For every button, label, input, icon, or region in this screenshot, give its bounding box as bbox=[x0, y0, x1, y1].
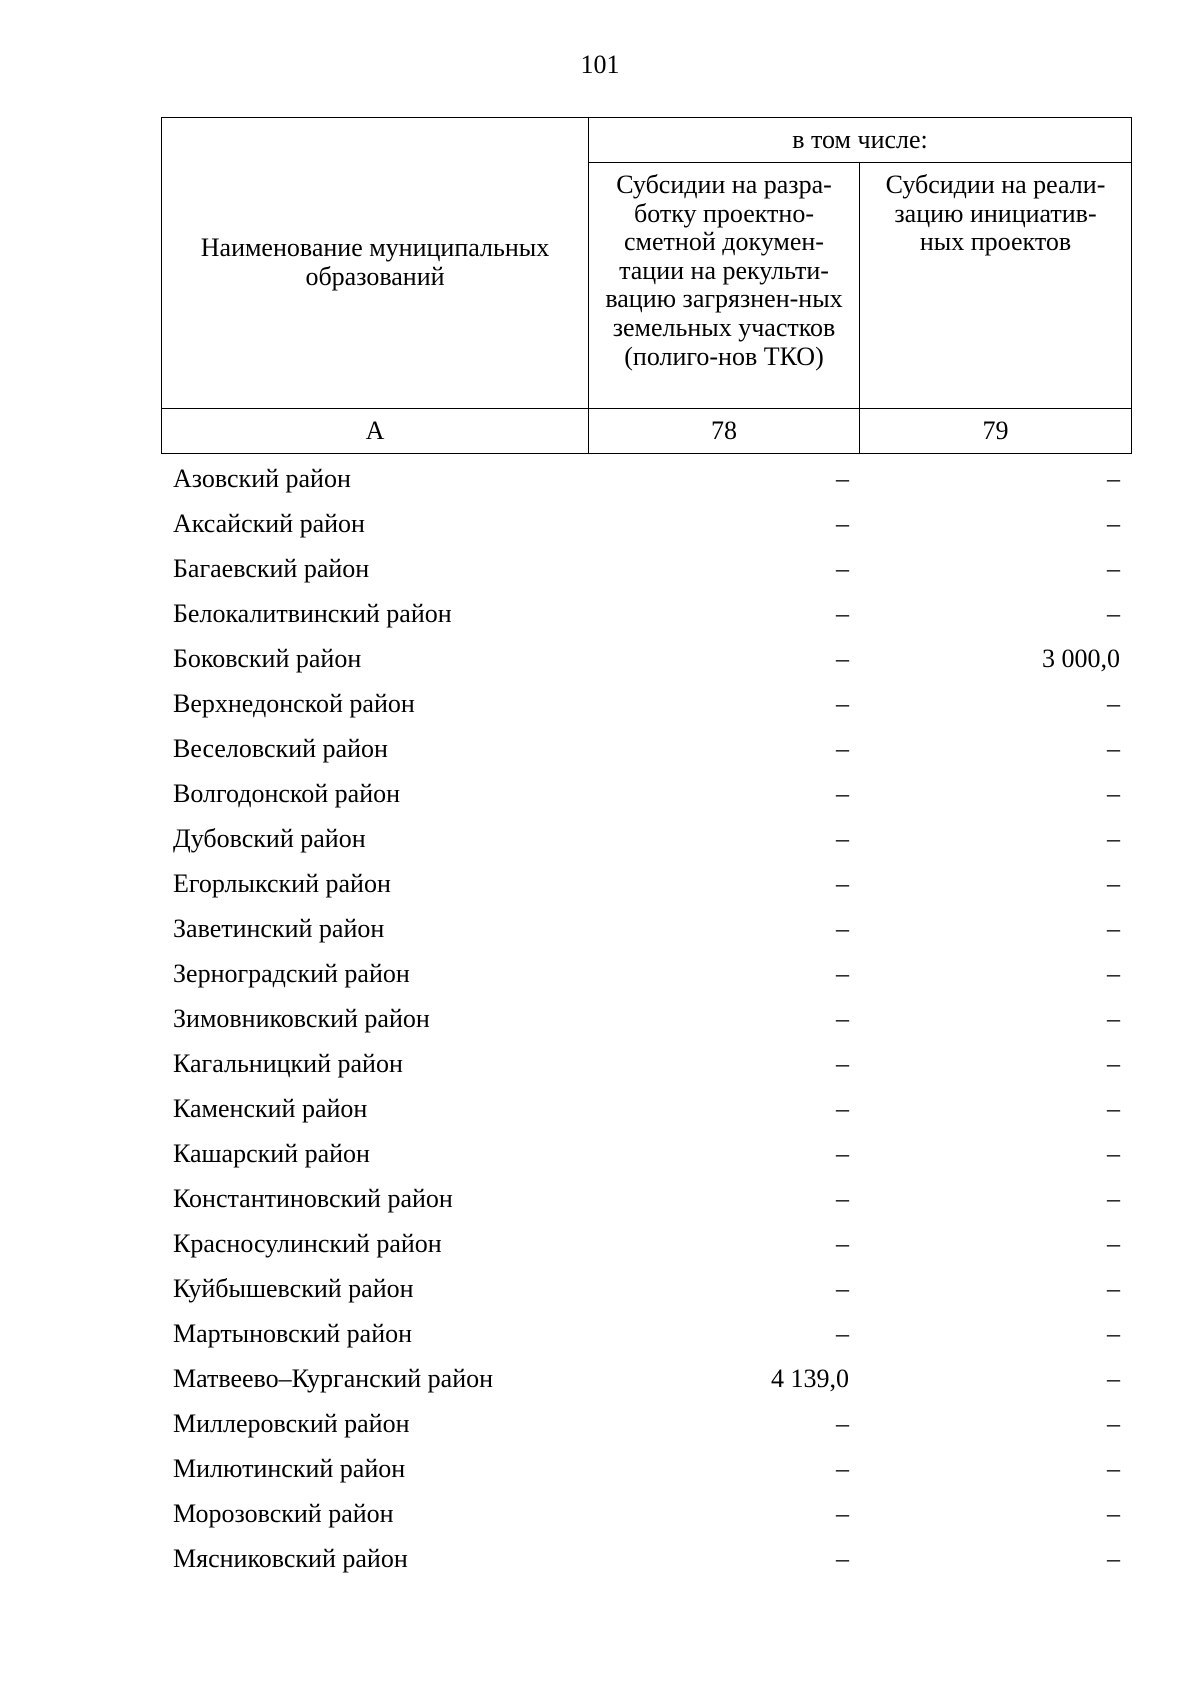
header-col-78 bbox=[589, 163, 860, 409]
value-col-79: – bbox=[1107, 1364, 1120, 1393]
header-num-79: 79 bbox=[860, 409, 1132, 454]
value-col-78: – bbox=[836, 599, 849, 628]
value-col-79: 3 000,0 bbox=[1042, 644, 1120, 673]
value-col-79: – bbox=[1107, 1229, 1120, 1258]
header-col-79-label: Субсидии на реали-зацию инициатив-ных проектов bbox=[885, 170, 1106, 257]
municipality-name: Кагальницкий район bbox=[173, 1049, 403, 1078]
municipality-name: Багаевский район bbox=[173, 554, 370, 583]
value-col-79: – bbox=[1107, 824, 1120, 853]
value-col-79: – bbox=[1107, 689, 1120, 718]
value-col-78: – bbox=[836, 1004, 849, 1033]
table-body bbox=[161, 458, 1131, 1583]
value-col-78: – bbox=[836, 1184, 849, 1213]
value-col-79: – bbox=[1107, 1319, 1120, 1348]
value-col-79: – bbox=[1107, 914, 1120, 943]
table-row bbox=[161, 1223, 1131, 1268]
value-col-78: – bbox=[836, 644, 849, 673]
value-col-78: – bbox=[836, 1094, 849, 1123]
value-col-79: – bbox=[1107, 599, 1120, 628]
municipality-name: Красносулинский район bbox=[173, 1229, 442, 1258]
municipality-name: Морозовский район bbox=[173, 1499, 394, 1528]
table-row bbox=[161, 1313, 1131, 1358]
value-col-79: – bbox=[1107, 1499, 1120, 1528]
municipality-name: Боковский район bbox=[173, 644, 362, 673]
value-col-78: – bbox=[836, 689, 849, 718]
value-col-79: – bbox=[1107, 1274, 1120, 1303]
value-col-78: – bbox=[836, 464, 849, 493]
header-num-a: А bbox=[162, 409, 589, 454]
value-col-79: – bbox=[1107, 509, 1120, 538]
value-col-78: – bbox=[836, 1499, 849, 1528]
value-col-78: – bbox=[836, 734, 849, 763]
municipality-name: Мартыновский район bbox=[173, 1319, 413, 1348]
header-col-78-label: Субсидии на разра-ботку проектно-сметной докумен-тации на рекульти-вацию загрязнен-ных земельных участков (полиго-нов ТКО) bbox=[605, 170, 843, 371]
municipality-name: Азовский район bbox=[173, 464, 351, 493]
header-municipality-name bbox=[162, 118, 589, 409]
table-row bbox=[161, 1403, 1131, 1448]
header-num-78: 78 bbox=[589, 409, 860, 454]
value-col-79: – bbox=[1107, 1094, 1120, 1123]
table-row bbox=[161, 863, 1131, 908]
value-col-79: – bbox=[1107, 869, 1120, 898]
municipality-name: Веселовский район bbox=[173, 734, 388, 763]
municipality-name: Миллеровский район bbox=[173, 1409, 410, 1438]
value-col-78: – bbox=[836, 1274, 849, 1303]
table-row bbox=[161, 1358, 1131, 1403]
table-row bbox=[161, 998, 1131, 1043]
municipality-name: Заветинский район bbox=[173, 914, 385, 943]
value-col-78: – bbox=[836, 1139, 849, 1168]
table-row bbox=[161, 638, 1131, 683]
table-row bbox=[161, 593, 1131, 638]
municipality-name: Дубовский район bbox=[173, 824, 366, 853]
table-header bbox=[161, 117, 1132, 454]
table-row bbox=[161, 1088, 1131, 1133]
municipality-name: Мясниковский район bbox=[173, 1544, 408, 1573]
value-col-78: – bbox=[836, 1229, 849, 1258]
municipality-name: Белокалитвинский район bbox=[173, 599, 452, 628]
value-col-78: – bbox=[836, 824, 849, 853]
value-col-79: – bbox=[1107, 1139, 1120, 1168]
value-col-79: – bbox=[1107, 1544, 1120, 1573]
value-col-78: – bbox=[836, 959, 849, 988]
table-row bbox=[161, 458, 1131, 503]
value-col-79: – bbox=[1107, 554, 1120, 583]
value-col-78: – bbox=[836, 554, 849, 583]
value-col-79: – bbox=[1107, 959, 1120, 988]
table-row bbox=[161, 818, 1131, 863]
municipality-name: Куйбышевский район bbox=[173, 1274, 414, 1303]
value-col-78: 4 139,0 bbox=[771, 1364, 849, 1393]
table-row bbox=[161, 953, 1131, 998]
header-group-label: в том числе: bbox=[589, 118, 1132, 163]
value-col-79: – bbox=[1107, 1049, 1120, 1078]
table-row bbox=[161, 1178, 1131, 1223]
value-col-78: – bbox=[836, 1409, 849, 1438]
value-col-78: – bbox=[836, 1049, 849, 1078]
value-col-79: – bbox=[1107, 779, 1120, 808]
table-row bbox=[161, 548, 1131, 593]
value-col-79: – bbox=[1107, 1004, 1120, 1033]
table-row bbox=[161, 728, 1131, 773]
table-row bbox=[161, 1493, 1131, 1538]
value-col-78: – bbox=[836, 869, 849, 898]
value-col-78: – bbox=[836, 1319, 849, 1348]
municipality-name: Зимовниковский район bbox=[173, 1004, 430, 1033]
header-col-79 bbox=[860, 163, 1132, 409]
table-row bbox=[161, 908, 1131, 953]
table-row bbox=[161, 1268, 1131, 1313]
municipality-name: Зерноградский район bbox=[173, 959, 410, 988]
municipality-name: Верхнедонской район bbox=[173, 689, 415, 718]
municipality-name: Каменский район bbox=[173, 1094, 368, 1123]
value-col-79: – bbox=[1107, 1454, 1120, 1483]
page-number: 101 bbox=[580, 50, 620, 79]
header-municipality-label: Наименование муниципальных образований bbox=[200, 233, 550, 291]
municipality-name: Волгодонской район bbox=[173, 779, 401, 808]
value-col-79: – bbox=[1107, 734, 1120, 763]
municipality-name: Аксайский район bbox=[173, 509, 365, 538]
municipality-name: Егорлыкский район bbox=[173, 869, 391, 898]
value-col-79: – bbox=[1107, 464, 1120, 493]
table-row bbox=[161, 683, 1131, 728]
municipality-name: Константиновский район bbox=[173, 1184, 453, 1213]
value-col-78: – bbox=[836, 914, 849, 943]
value-col-78: – bbox=[836, 779, 849, 808]
value-col-78: – bbox=[836, 509, 849, 538]
table-row bbox=[161, 503, 1131, 548]
municipality-name: Кашарский район bbox=[173, 1139, 370, 1168]
value-col-79: – bbox=[1107, 1409, 1120, 1438]
table-row bbox=[161, 1538, 1131, 1583]
municipality-name: Милютинский район bbox=[173, 1454, 406, 1483]
municipality-name: Матвеево–Курганский район bbox=[173, 1364, 494, 1393]
value-col-78: – bbox=[836, 1454, 849, 1483]
table-row bbox=[161, 773, 1131, 818]
value-col-79: – bbox=[1107, 1184, 1120, 1213]
table-row bbox=[161, 1133, 1131, 1178]
table-row bbox=[161, 1043, 1131, 1088]
table-row bbox=[161, 1448, 1131, 1493]
value-col-78: – bbox=[836, 1544, 849, 1573]
